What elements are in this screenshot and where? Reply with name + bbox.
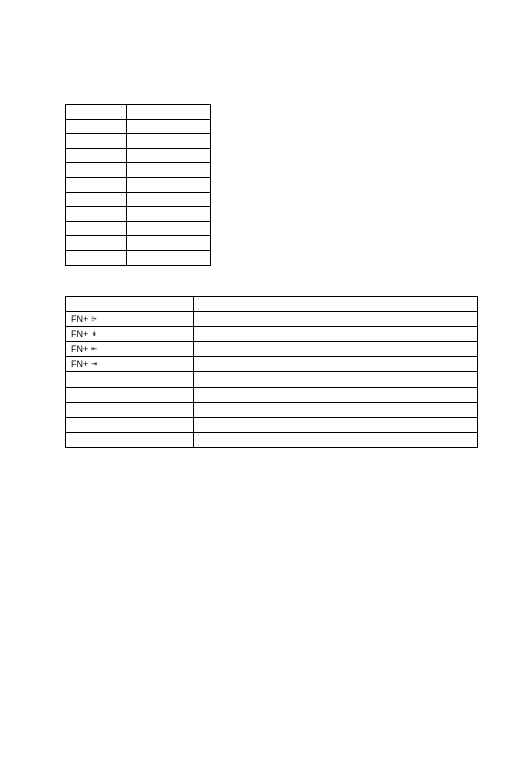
table-row bbox=[66, 250, 211, 265]
table-cell bbox=[66, 207, 127, 222]
table-row bbox=[66, 163, 211, 178]
table-cell bbox=[127, 105, 211, 120]
table-row bbox=[66, 177, 211, 192]
shortcut-description-cell bbox=[194, 342, 478, 357]
table-cell bbox=[66, 192, 127, 207]
table-cell bbox=[127, 207, 211, 222]
table-cell bbox=[127, 236, 211, 251]
shortcut-key-cell bbox=[66, 297, 194, 312]
table-row bbox=[66, 312, 478, 327]
table-cell bbox=[127, 250, 211, 265]
table-row bbox=[66, 297, 478, 312]
shortcut-key-label: FN+ bbox=[71, 328, 89, 339]
shortcut-key-cell bbox=[66, 387, 194, 402]
shortcut-key-cell bbox=[66, 357, 194, 372]
shortcut-description-cell bbox=[194, 432, 478, 447]
arrow-key-icon: ⇥ bbox=[91, 361, 98, 369]
shortcut-key-cell bbox=[66, 372, 194, 387]
table-row bbox=[66, 357, 478, 372]
fn-shortcut-table-body bbox=[66, 297, 478, 448]
table-row bbox=[66, 236, 211, 251]
table-row bbox=[66, 105, 211, 120]
shortcut-description-cell bbox=[194, 387, 478, 402]
shortcut-description-cell bbox=[194, 297, 478, 312]
table-cell bbox=[66, 163, 127, 178]
shortcut-description-cell bbox=[194, 357, 478, 372]
table-row bbox=[66, 192, 211, 207]
shortcut-key-cell bbox=[66, 402, 194, 417]
shortcut-key-label: FN+ bbox=[71, 343, 89, 354]
table-cell bbox=[66, 177, 127, 192]
table-row bbox=[66, 387, 478, 402]
shortcut-description-cell bbox=[194, 402, 478, 417]
table-cell bbox=[66, 105, 127, 120]
table-row bbox=[66, 402, 478, 417]
table-row bbox=[66, 148, 211, 163]
table-cell bbox=[66, 221, 127, 236]
table-row bbox=[66, 372, 478, 387]
table-row bbox=[66, 207, 211, 222]
table-cell bbox=[66, 119, 127, 134]
table-row bbox=[66, 432, 478, 447]
arrow-key-icon: ↡ bbox=[91, 330, 98, 338]
arrow-key-icon: ⩥ bbox=[91, 315, 97, 323]
table-cell bbox=[66, 134, 127, 149]
table-cell bbox=[127, 221, 211, 236]
shortcut-key-label: FN+ bbox=[71, 313, 89, 324]
table-row bbox=[66, 417, 478, 432]
table-cell bbox=[127, 148, 211, 163]
key-table-small-body bbox=[66, 105, 211, 266]
fn-shortcut-table bbox=[65, 296, 478, 448]
shortcut-key-cell bbox=[66, 327, 194, 342]
table-cell bbox=[127, 192, 211, 207]
table-cell bbox=[66, 250, 127, 265]
table-row bbox=[66, 134, 211, 149]
arrow-key-icon: ⇤ bbox=[91, 345, 98, 353]
shortcut-key-label: FN+ bbox=[71, 358, 89, 369]
table-cell bbox=[127, 134, 211, 149]
table-cell bbox=[66, 148, 127, 163]
shortcut-description-cell bbox=[194, 417, 478, 432]
shortcut-description-cell bbox=[194, 372, 478, 387]
table-row bbox=[66, 342, 478, 357]
table-cell bbox=[127, 163, 211, 178]
shortcut-key-cell bbox=[66, 312, 194, 327]
shortcut-key-cell bbox=[66, 432, 194, 447]
shortcut-key-cell bbox=[66, 417, 194, 432]
shortcut-key-cell bbox=[66, 342, 194, 357]
shortcut-description-cell bbox=[194, 312, 478, 327]
table-cell bbox=[127, 119, 211, 134]
table-cell bbox=[127, 177, 211, 192]
key-table-small bbox=[65, 104, 211, 266]
shortcut-description-cell bbox=[194, 327, 478, 342]
table-row bbox=[66, 327, 478, 342]
table-row bbox=[66, 119, 211, 134]
table-row bbox=[66, 221, 211, 236]
table-cell bbox=[66, 236, 127, 251]
